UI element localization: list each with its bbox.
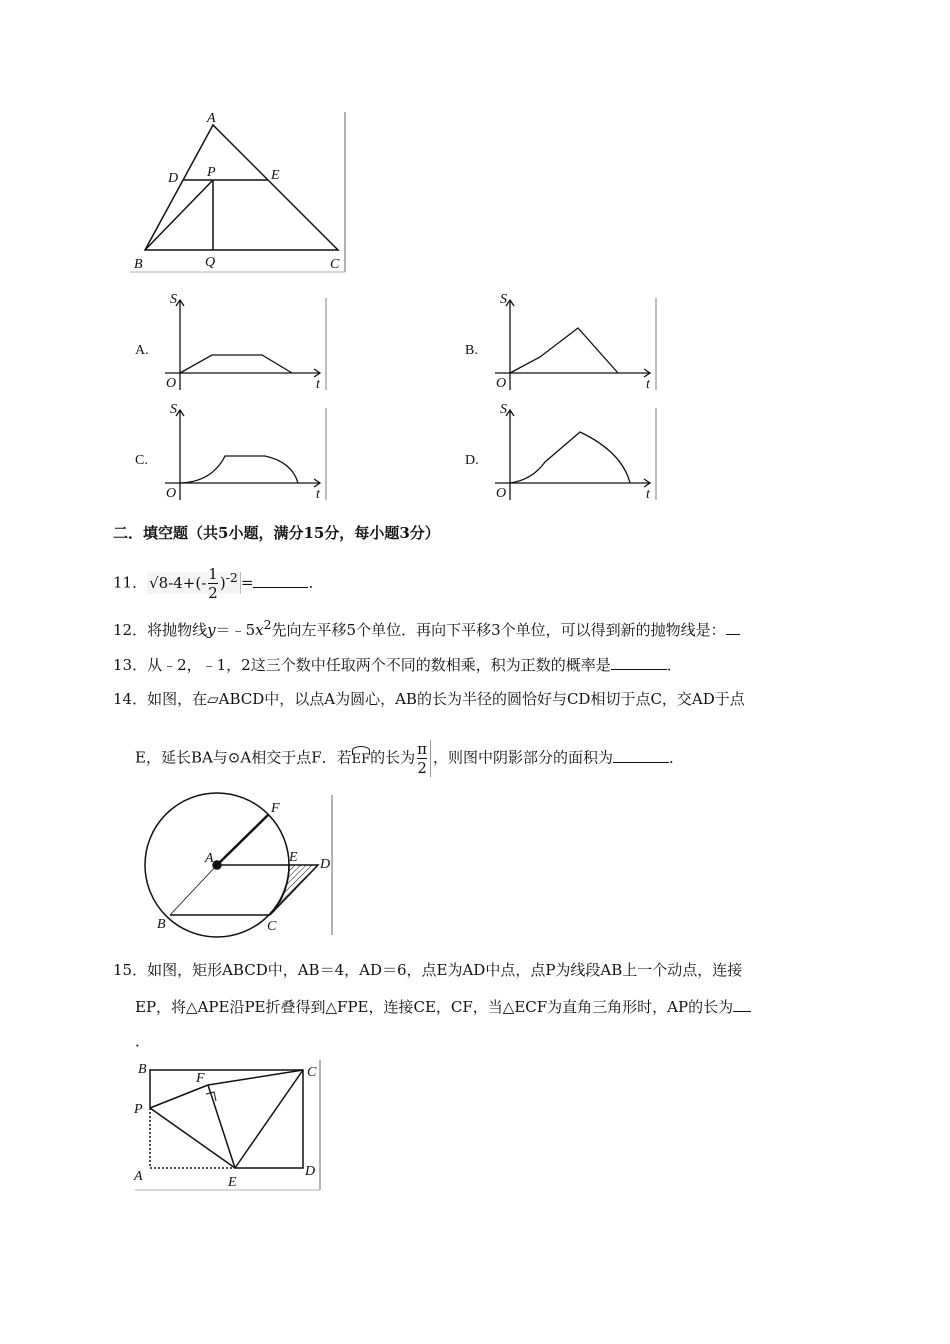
var-x: x xyxy=(255,621,264,639)
fraction xyxy=(208,565,218,602)
equals: = xyxy=(240,573,254,592)
option-c-label: C. xyxy=(135,453,148,468)
triangle-figure xyxy=(130,112,345,272)
rectangle-figure xyxy=(135,1060,320,1190)
label-p: P xyxy=(134,1102,143,1117)
numerator: 1 xyxy=(208,565,218,583)
axis-t: t xyxy=(316,377,320,392)
option-a-label: A. xyxy=(135,343,149,358)
section-heading: 二．填空题（共5小题，满分15分，每小题3分） xyxy=(113,524,440,542)
label-a: A xyxy=(205,851,214,866)
text: 的长为 xyxy=(370,748,416,767)
label-f: F xyxy=(196,1071,205,1086)
label-d: D xyxy=(305,1164,316,1179)
label-e: E xyxy=(228,1175,237,1190)
question-number: 11． xyxy=(113,573,148,592)
answer-blank[interactable] xyxy=(253,587,308,588)
text: 13．从﹣2，﹣1，2这三个数中任取两个不同的数相乘，积为正数的概率是 xyxy=(113,656,611,674)
label-c: C xyxy=(307,1065,317,1080)
label-d: D xyxy=(168,171,179,186)
question-12 xyxy=(113,617,740,640)
expression: ) xyxy=(219,573,226,592)
axis-t: t xyxy=(646,377,650,392)
circle-figure xyxy=(145,793,332,937)
question-14-line2 xyxy=(135,740,684,777)
denominator: 2 xyxy=(208,584,218,602)
exponent: -2 xyxy=(225,569,238,585)
axis-s: S xyxy=(170,292,177,307)
question-15-line3: ． xyxy=(135,1032,151,1050)
label-q: Q xyxy=(205,255,216,270)
label-e: E xyxy=(289,850,298,865)
period: ． xyxy=(308,573,324,592)
text: ，则图中阴影部分的面积为 xyxy=(433,748,614,767)
origin: O xyxy=(496,376,507,391)
answer-blank[interactable] xyxy=(733,1011,751,1012)
axis-s: S xyxy=(500,292,507,307)
question-14-line1: 14．如图，在▱ABCD中，以点A为圆心，AB的长为半径的圆恰好与CD相切于点C，交AD于点 xyxy=(113,690,745,708)
text: ＝﹣5 xyxy=(215,621,256,639)
numerator: π xyxy=(417,740,428,758)
fraction xyxy=(417,740,431,777)
label-b: B xyxy=(138,1062,147,1077)
axis-t: t xyxy=(646,487,650,502)
label-a: A xyxy=(207,111,216,126)
label-c: C xyxy=(267,919,277,934)
label-b: B xyxy=(134,257,143,272)
origin: O xyxy=(166,376,177,391)
answer-blank[interactable] xyxy=(726,634,740,635)
period: ． xyxy=(669,748,685,767)
label-e: E xyxy=(271,168,280,183)
axis-s: S xyxy=(170,402,177,417)
var-y: y xyxy=(207,621,216,639)
period: ． xyxy=(666,656,682,674)
option-graphs xyxy=(165,298,656,500)
option-d-label: D. xyxy=(465,453,479,468)
denominator: 2 xyxy=(417,759,427,777)
axis-s: S xyxy=(500,402,507,417)
label-b: B xyxy=(157,917,166,932)
label-p: P xyxy=(207,165,216,180)
label-f: F xyxy=(271,801,280,816)
question-15-line2 xyxy=(135,996,751,1017)
origin: O xyxy=(496,486,507,501)
question-13 xyxy=(113,654,682,675)
option-b-label: B. xyxy=(465,343,478,358)
label-d: D xyxy=(320,857,331,872)
text: 12．将抛物线 xyxy=(113,621,208,639)
expression: √8-4+(- xyxy=(149,573,207,592)
label-a: A xyxy=(134,1169,143,1184)
label-c: C xyxy=(330,257,340,272)
text: EP，将△APE沿PE折叠得到△FPE，连接CE，CF，当△ECF为直角三角形时，AP的长为 xyxy=(135,998,734,1016)
answer-blank[interactable] xyxy=(613,762,669,763)
text: E，延长BA与⊙A相交于点F．若 xyxy=(135,748,352,767)
answer-blank[interactable] xyxy=(611,669,667,670)
arc-ef: EF xyxy=(352,746,371,767)
text: 先向左平移5个单位．再向下平移3个单位，可以得到新的抛物线是： xyxy=(271,621,726,639)
origin: O xyxy=(166,486,177,501)
axis-t: t xyxy=(316,487,320,502)
exponent: 2 xyxy=(263,617,272,632)
question-11 xyxy=(113,565,323,602)
question-15-line1: 15．如图，矩形ABCD中，AB＝4，AD＝6，点E为AD中点，点P为线段AB上一个动点，连接 xyxy=(113,961,743,979)
